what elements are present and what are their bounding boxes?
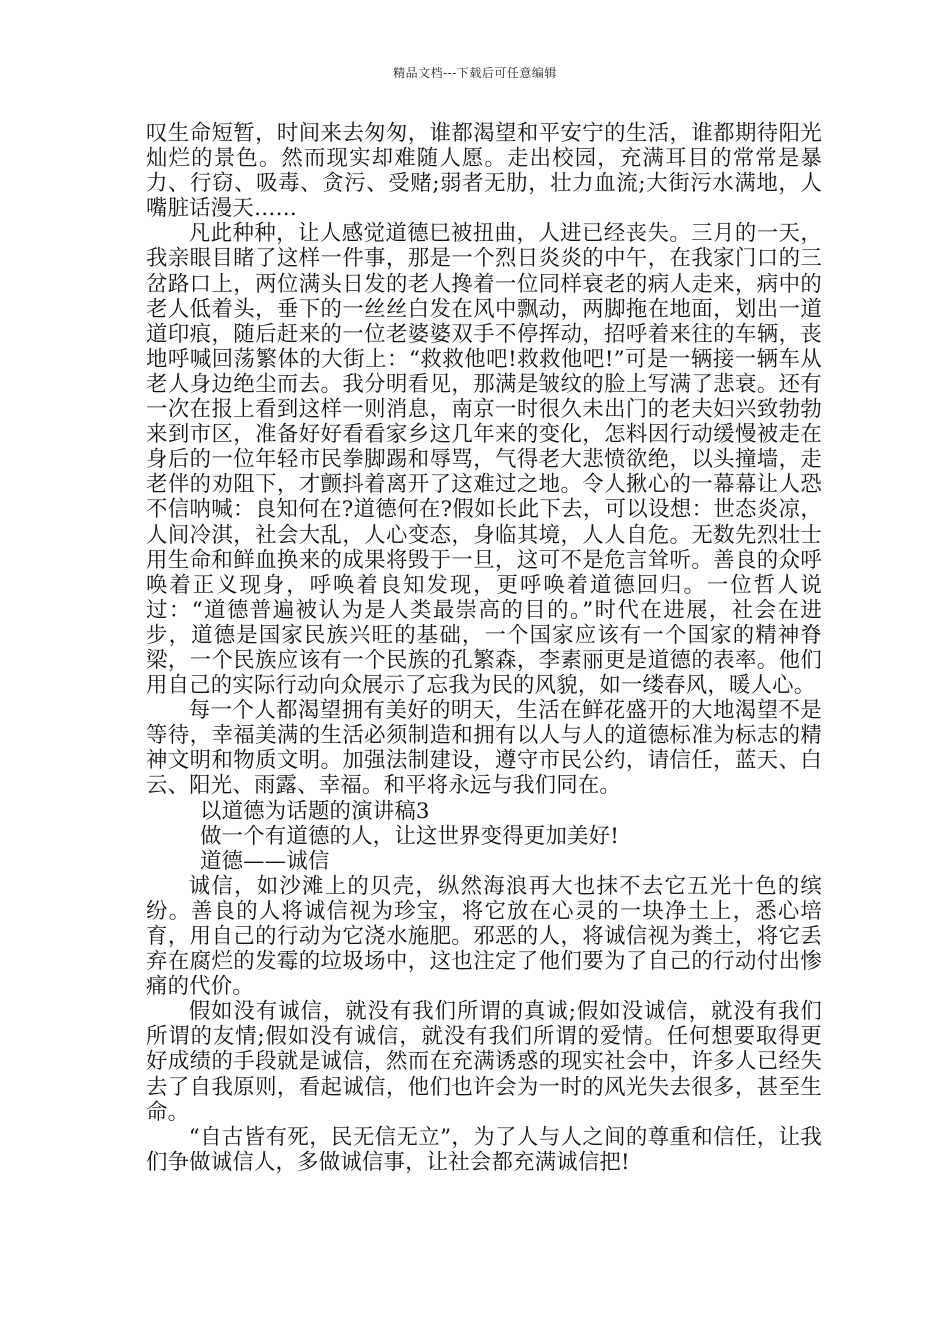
paragraph-2: 凡此种种，让人感觉道德巳被扭曲，人进已经丧失。三月的一天，我亲眼目睹了这样一件事，那是一个烈日炎炎的中午，在我家门口的三岔路口上，两位满头日发的老人搀着一位同样衰老的病人走来，病中的老人低着头，垂下的一丝丝白发在风中飘动，两脚拖在地面，划出一道道印痕，随后赶来的一位老婆婆双手不停挥动，招呼着来往的车辆，丧地呼喊回荡繁体的大街上：“救救他吧!救救他吧!”可是一辆接一辆车从老人身边绝尘而去。我分明看见，那满是皱纹的脸上写满了悲衰。还有一次在报上看到这样一则消息，南京一时很久未出门的老夫妇兴致勃勃来到市区，准备好好看看家乡这几年来的变化，怎料因行动缓慢被走在身后的一位年轻市民拳脚踢和辱骂，气得老大悲愤欲绝，以头撞墙，走老伴的劝阻下，才颤抖着离开了这难过之地。令人揪心的一幕幕让人恐不信呐喊：良知何在?道德何在?假如长此下去，可以设想：世态炎凉，人间冷淇，社会大乱，人心变态，身临其境，人人自危。无数先烈壮士用生命和鲜血换来的成果将毁于一旦，这可不是危言耸听。善良的众呼唤着正义现身，呼唤着良知发现，更呼唤着道德回归。一位哲人说过：“道德普遍被认为是人类最崇高的目的。”时代在进展，社会在进步，道德是国家民族兴旺的基础，一个国家应该有一个国家的精神脊梁，一个民族应该有一个民族的孔繁森，李素丽更是道德的表率。他们用自己的实际行动向众展示了忘我为民的风貌，如一缕春风，暖人心。: [146, 221, 822, 699]
section-heading: 道德——诚信: [200, 848, 330, 874]
document-body: [146, 121, 822, 1175]
speech-subtitle: 做一个有道德的人，让这世界变得更加美好!: [200, 823, 620, 849]
page-header: 精品文档---下载后可任意编辑: [393, 66, 557, 80]
paragraph-3: 每一个人都渴望拥有美好的明天，生活在鲜花盛开的大地渴望不是等待，幸福美满的生活必须制造和拥有以人与人的道德标准为标志的精神文明和物质文明。加强法制建设，遵守市民公约，请信任，蓝天、白云、阳光、雨露、幸福。和平将永远与我们同在。: [146, 698, 822, 799]
paragraph-1: 叹生命短暂，时间来去匆匆，谁都渴望和平安宁的生活，谁都期待阳光灿烂的景色。然而现实却难随人愿。走出校园，充满耳目的常常是暴力、行窃、吸毒、贪污、受赌;弱者无肋，壮力血流;大街污水满地，人嘴脏话漫天……: [146, 121, 822, 222]
paragraph-5: 假如没有诚信，就没有我们所谓的真诚;假如没诚信，就没有我们所谓的友情;假如没有诚信，就没有我们所谓的爱情。任何想要取得更好成绩的手段就是诚信，然而在充满诱惑的现实社会中，许多人已经失去了自我原则，看起诚信，他们也许会为一时的风光失去很多，甚至生命。: [146, 999, 822, 1125]
speech-title: 以道德为话题的演讲稿3: [200, 798, 430, 824]
paragraph-4: 诚信，如沙滩上的贝壳，纵然海浪再大也抹不去它五光十色的缤纷。善良的人将诚信视为珍宝，将它放在心灵的一块净土上，悉心培育，用自己的行动为它浇水施肥。邪恶的人，将诚信视为粪土，将它丢弃在腐烂的发霉的垃圾场中，这也注定了他们要为了自己的行动付出惨痛的代价。: [146, 873, 822, 1000]
paragraph-6: “自古皆有死，民无信无立”，为了人与人之间的尊重和信任，让我们争做诚信人，多做诚信事，让社会都充满诚信把!: [146, 1124, 822, 1175]
